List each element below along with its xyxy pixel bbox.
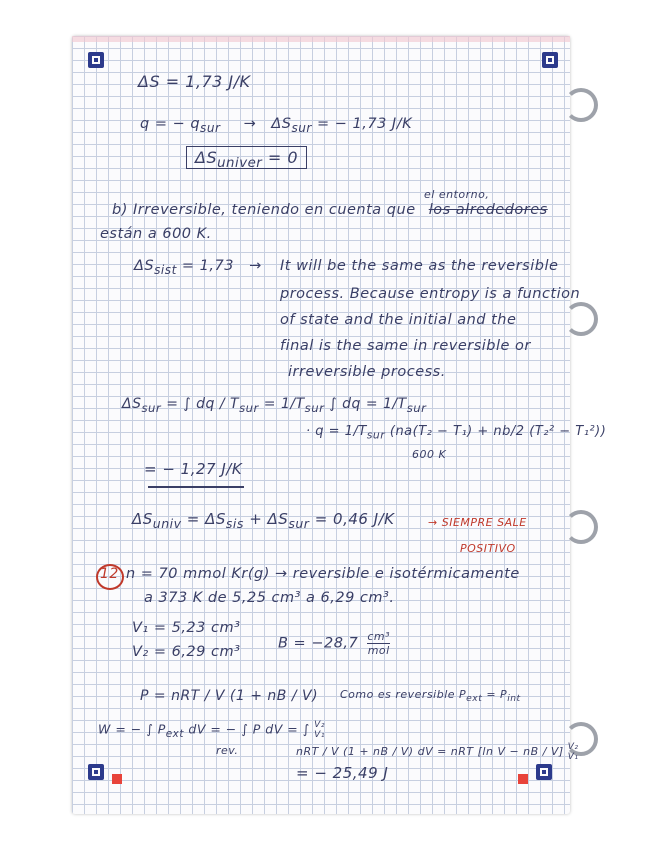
- line-delta-univ: [186, 148, 307, 171]
- line-delta-univ-sum: [132, 510, 395, 531]
- binder-ring-icon: [564, 510, 598, 544]
- note-rev: rev.: [216, 744, 239, 757]
- delta-sist-value: = 1,73: [181, 258, 234, 274]
- corner-mark-icon: [88, 52, 104, 68]
- t-sur-sub: sur: [239, 400, 259, 415]
- delta-s-sub: sur: [291, 120, 312, 135]
- delta-sur-text: ΔS: [122, 396, 142, 412]
- line-problem-12: n = 70 mmol Kr(g) → reversible e isotérmicamente: [126, 566, 520, 582]
- arrow: →: [243, 116, 257, 132]
- limit-top: V₂: [567, 742, 579, 752]
- univ-sub: univ: [152, 516, 182, 531]
- int-sub: int: [507, 693, 521, 705]
- delta-s-text: ΔS: [271, 116, 292, 132]
- delta-sis-text: = ΔS: [186, 510, 226, 528]
- line-entropy-sys: ΔS = 1,73 J/K: [138, 72, 251, 91]
- note-reversible: [340, 688, 521, 704]
- line-pressure: [140, 688, 318, 704]
- explain-line-1: It will be the same as the reversible: [280, 258, 559, 274]
- line-irreversible: [112, 202, 548, 218]
- red-square-icon: [112, 774, 122, 784]
- delta-univ-text: ΔS: [132, 510, 153, 528]
- ext-sub: ext: [165, 728, 184, 740]
- red-square-icon: [518, 774, 528, 784]
- work-text: W = − ∫ P: [98, 721, 166, 737]
- bracket-limits: [568, 742, 579, 762]
- delta-univ-value: = 0,46 J/K: [314, 510, 395, 528]
- corner-mark-icon: [542, 52, 558, 68]
- line-v1: V₁ = 5,23 cm³: [132, 620, 241, 636]
- b-text: B = −28,7: [278, 635, 359, 652]
- limit-bot: V₁: [567, 752, 579, 762]
- integral-dq-2: ∫ dq = 1/T: [329, 396, 407, 412]
- limit-top: V₂: [314, 720, 325, 730]
- note-600k: 600 K: [412, 448, 447, 461]
- work-integral: dV = − ∫ P dV = ∫: [188, 721, 310, 737]
- underline: [148, 486, 244, 488]
- note-siempre: [428, 516, 527, 529]
- delta-univ-text: ΔS: [195, 148, 218, 167]
- binder-ring-icon: [564, 88, 598, 122]
- problem-number: 12: [100, 566, 119, 582]
- page-top-band: [72, 36, 570, 42]
- explain-line-4: final is the same in reversible or: [280, 338, 531, 354]
- note-positivo: POSITIVO: [460, 542, 516, 555]
- equals-p: = P: [486, 688, 508, 701]
- arrow: →: [428, 516, 438, 529]
- line-volumes: a 373 K de 5,25 cm³ a 6,29 cm³.: [144, 590, 395, 606]
- struck-text: los alrededores: [428, 202, 548, 218]
- delta-univ-box: [186, 146, 307, 172]
- line-work: [98, 720, 325, 740]
- work-expression: nRT / V (1 + nB / V) dV = nRT [ln V − nB / V]: [296, 745, 564, 758]
- line-work-2: [296, 742, 578, 762]
- integral-limits: [314, 720, 325, 740]
- irreversible-text: b) Irreversible, teniendo en cuenta que: [112, 202, 416, 218]
- line-600k: están a 600 K.: [100, 226, 212, 242]
- line-q-sur: [140, 116, 412, 135]
- q-over-t: · q = 1/T: [306, 424, 367, 439]
- t-sur-sub: sur: [304, 400, 325, 415]
- heat-expression: (na(T₂ − T₁) + nb/2 (T₂² − T₁²)): [389, 424, 607, 439]
- siempre-sale: SIEMPRE SALE: [441, 516, 527, 529]
- delta-univ-sub: univer: [217, 156, 263, 172]
- delta-sist-text: ΔS: [134, 258, 155, 274]
- one-over-t: = 1/T: [263, 396, 305, 412]
- t-sur-sub: sur: [406, 400, 427, 415]
- q-eq-text: q = − q: [140, 116, 201, 132]
- nrt-over-v: nRT / V: [171, 688, 225, 704]
- explain-line-3: of state and the initial and the: [280, 312, 517, 328]
- line-delta-sur-value: = − 1,27 J/K: [144, 460, 243, 478]
- b-units-bot: mol: [367, 644, 390, 657]
- limit-bot: V₁: [314, 730, 325, 740]
- sis-sub: sis: [225, 516, 244, 531]
- ext-sub: ext: [466, 693, 483, 705]
- arrow: →: [249, 258, 262, 274]
- line-delta-sur-formula-2: [306, 424, 606, 442]
- p-eq: P =: [140, 688, 167, 704]
- sur-sub: sur: [288, 516, 310, 531]
- t-sur-sub: sur: [366, 428, 386, 442]
- line-work-result: = − 25,49 J: [296, 764, 389, 782]
- integral-dq: = ∫ dq / T: [166, 396, 240, 412]
- b-units-top: cm³: [367, 630, 391, 643]
- line-delta-sist: [134, 258, 262, 277]
- line-delta-sur-formula: [122, 396, 426, 415]
- note-entorno: el entorno,: [424, 188, 490, 201]
- como-es-reversible: Como es reversible P: [340, 688, 467, 701]
- delta-sist-sub: sist: [154, 262, 177, 277]
- delta-sur-text: + ΔS: [249, 510, 289, 528]
- q-sub: sur: [200, 120, 221, 135]
- corner-mark-icon: [536, 764, 552, 780]
- delta-sur-sub: sur: [141, 400, 162, 415]
- binder-ring-icon: [564, 302, 598, 336]
- explain-line-5: irreversible process.: [288, 364, 446, 380]
- b-units: [367, 630, 390, 657]
- virial-term: (1 + nB / V): [229, 688, 319, 704]
- delta-univ-value: = 0: [267, 148, 299, 167]
- explain-line-2: process. Because entropy is a function: [280, 286, 581, 302]
- delta-s-value: = − 1,73 J/K: [317, 116, 413, 132]
- line-v2: V₂ = 6,29 cm³: [132, 644, 241, 660]
- corner-mark-icon: [88, 764, 104, 780]
- line-b-value: [278, 630, 390, 657]
